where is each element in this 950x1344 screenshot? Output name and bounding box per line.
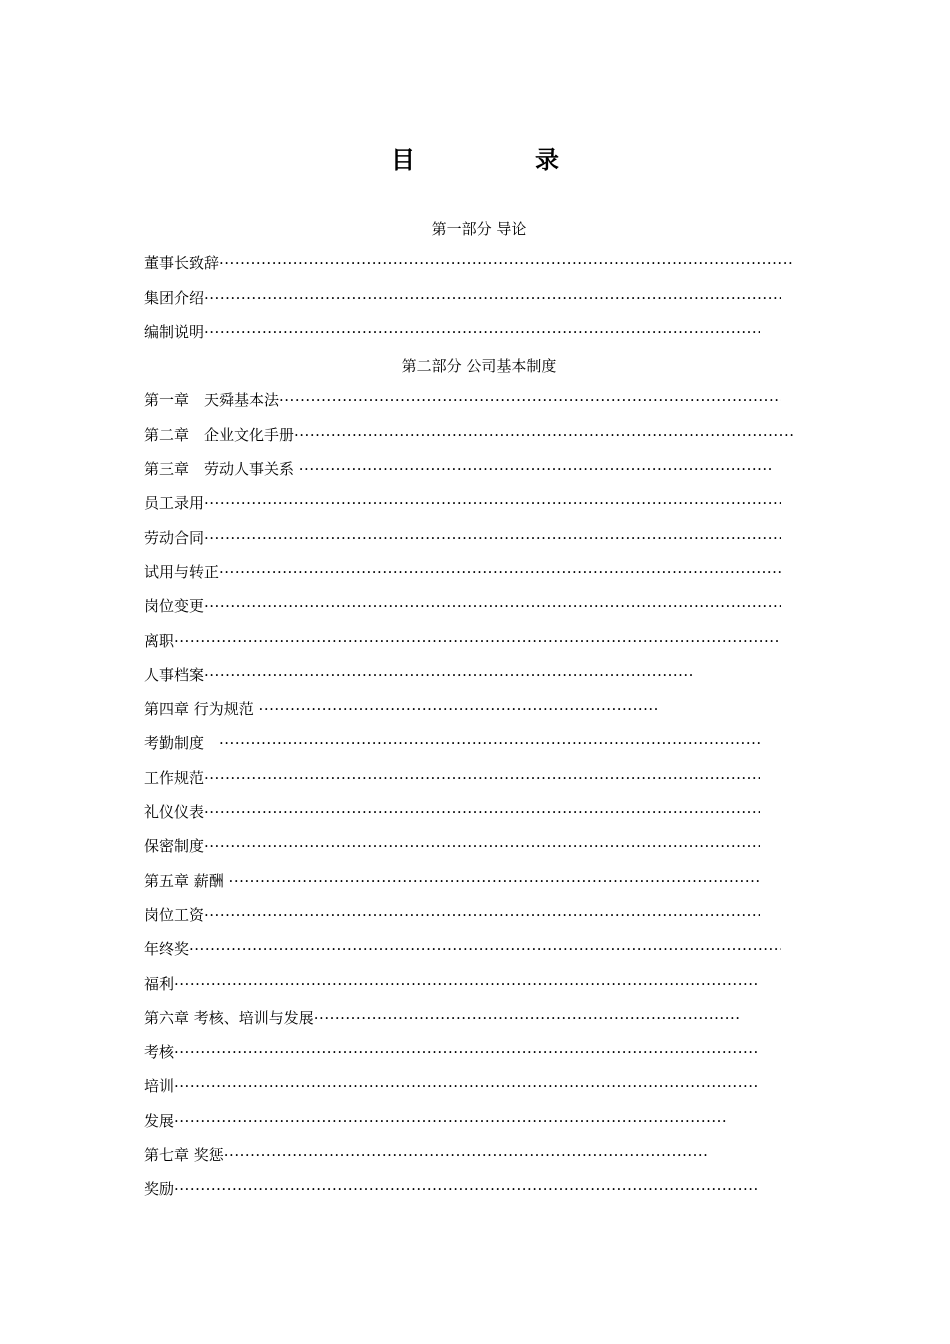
toc-entry-row <box>144 281 814 315</box>
toc-entry-label: 集团介绍 ····· <box>144 281 781 315</box>
toc-entry-label: 第二章 企业文化手册 ····· <box>144 418 794 452</box>
toc-entry-label: 奖励 ····· <box>144 1172 760 1206</box>
toc-entry-label: 试用与转正 ····· <box>144 555 781 589</box>
toc-entry-row <box>144 1035 814 1069</box>
toc-entry-row <box>144 726 814 760</box>
toc-entry-label: 第一章 天舜基本法 ····· <box>144 383 781 417</box>
toc-entry-row <box>144 795 814 829</box>
toc-entry-label: 考核 ····· <box>144 1035 760 1069</box>
toc-entry-label: 福利 ····· <box>144 967 760 1001</box>
toc-entry-label: 考勤制度 ····· <box>144 726 760 760</box>
toc-entry-row <box>144 1172 814 1206</box>
toc-entry-label: 第四章 行为规范 ····· <box>144 692 660 726</box>
toc-entry-label: 发展 ····· <box>144 1104 727 1138</box>
toc-entry-label: 岗位变更 ····· <box>144 589 781 623</box>
toc-entry-label: 第六章 考核、培训与发展 ····· <box>144 1001 740 1035</box>
toc-section-heading <box>144 212 814 246</box>
toc-entry-label: 董事长致辞 ····· <box>144 246 794 280</box>
toc-entry-label: 年终奖 ····· <box>144 932 781 966</box>
toc-entry-label: 培训 ····· <box>144 1069 760 1103</box>
toc-entry-row <box>144 898 814 932</box>
toc-section-heading <box>144 349 814 383</box>
toc-entry-row <box>144 452 814 486</box>
toc-entry-row <box>144 1069 814 1103</box>
toc-entry-row <box>144 829 814 863</box>
toc-entry-label: 第三章 劳动人事关系 ····· <box>144 452 774 486</box>
toc-entry-row <box>144 315 814 349</box>
toc-entry-row <box>144 418 814 452</box>
toc-entry-row <box>144 761 814 795</box>
toc-entry-row <box>144 1138 814 1172</box>
toc-entry-row <box>144 967 814 1001</box>
toc-entry-label: 保密制度 ····· <box>144 829 760 863</box>
toc-entry-row <box>144 555 814 589</box>
toc-entry-row <box>144 383 814 417</box>
table-of-contents <box>144 212 814 1207</box>
toc-entry-label: 员工录用 ····· <box>144 486 781 520</box>
toc-entry-row <box>144 521 814 555</box>
toc-entry-label: 人事档案 ····· <box>144 658 693 692</box>
toc-entry-label: 第五章 薪酬 ····· <box>144 864 760 898</box>
toc-entry-row <box>144 246 814 280</box>
toc-entry-row <box>144 486 814 520</box>
toc-entry-row <box>144 932 814 966</box>
toc-entry-row <box>144 589 814 623</box>
toc-entry-label: 岗位工资 ····· <box>144 898 760 932</box>
toc-section-title: 第二部分 公司基本制度 <box>401 357 557 376</box>
toc-entry-row <box>144 1104 814 1138</box>
toc-entry-label: 编制说明 ····· <box>144 315 760 349</box>
toc-entry-row <box>144 692 814 726</box>
toc-entry-row <box>144 658 814 692</box>
toc-entry-row <box>144 864 814 898</box>
toc-entry-label: 第七章 奖惩 ····· <box>144 1138 707 1172</box>
toc-entry-row <box>144 1001 814 1035</box>
toc-entry-label: 离职 ····· <box>144 624 781 658</box>
toc-section-title: 第一部分 导论 <box>431 220 527 238</box>
page-title: 目 录 <box>391 146 607 174</box>
toc-entry-label: 工作规范 ····· <box>144 761 760 795</box>
toc-entry-row <box>144 624 814 658</box>
toc-entry-label: 礼仪仪表 ····· <box>144 795 760 829</box>
toc-entry-label: 劳动合同 ····· <box>144 521 781 555</box>
